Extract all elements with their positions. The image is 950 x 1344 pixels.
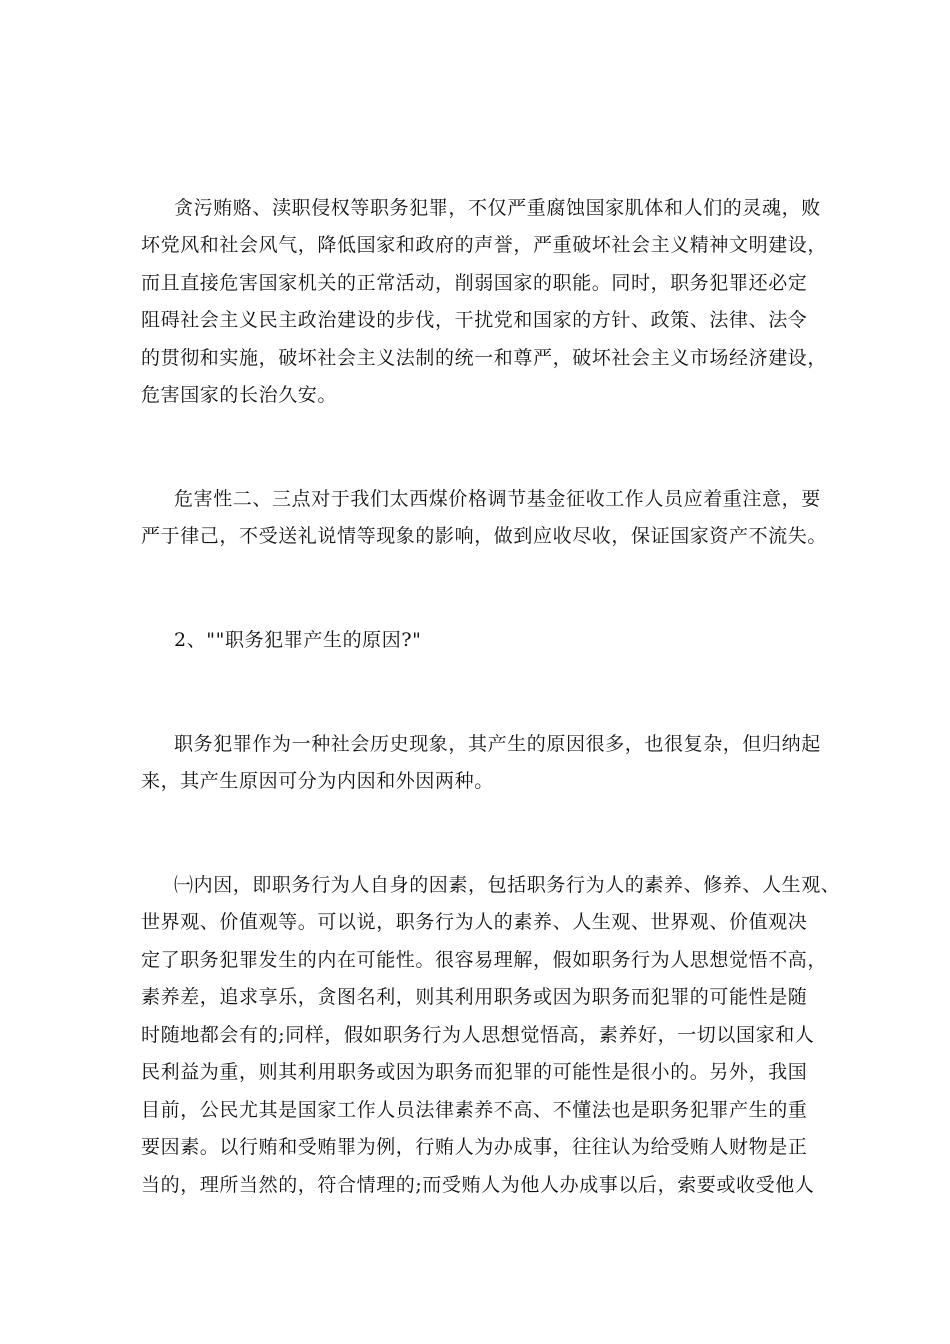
text-line: 职务犯罪作为一种社会历史现象，其产生的原因很多，也很复杂，但归纳起 <box>174 733 821 755</box>
text-line: 来，其产生原因可分为内因和外因两种。 <box>141 770 494 792</box>
text-line: 民利益为重，则其利用职务或因为职务而犯罪的可能性是很小的。另外，我国 <box>141 1061 808 1083</box>
text-line: 要因素。以行贿和受贿罪为例，行贿人为办成事，往往认为给受贿人财物是正 <box>141 1136 808 1158</box>
text-line: 坏党风和社会风气，降低国家和政府的声誉，严重破坏社会主义精神文明建设， <box>141 234 828 256</box>
text-line: 的贯彻和实施，破坏社会主义法制的统一和尊严，破坏社会主义市场经济建设， <box>141 347 828 369</box>
text-line: ㈠内因，即职务行为人自身的因素，包括职务行为人的素养、修养、人生观、 <box>174 874 841 896</box>
text-line: 目前，公民尤其是国家工作人员法律素养不高、不懂法也是职务犯罪产生的重 <box>141 1099 808 1121</box>
text-line: 严于律己，不受送礼说情等现象的影响，做到应收尽收，保证国家资产不流失。 <box>141 525 828 547</box>
text-line: 危害性二、三点对于我们太西煤价格调节基金征收工作人员应着重注意，要 <box>174 488 821 510</box>
text-line: 时随地都会有的;同样，假如职务行为人思想觉悟高，素养好，一切以国家和人 <box>141 1024 815 1046</box>
text-line: 危害国家的长治久安。 <box>141 384 338 406</box>
text-line: 素养差，追求享乐，贪图名利，则其利用职务或因为职务而犯罪的可能性是随 <box>141 986 808 1008</box>
text-line: 定了职务犯罪发生的内在可能性。很容易理解，假如职务行为人思想觉悟不高， <box>141 949 828 971</box>
text-line: 世界观、价值观等。可以说，职务行为人的素养、人生观、世界观、价值观决 <box>141 911 808 933</box>
text-line: 贪污贿赂、渎职侵权等职务犯罪，不仅严重腐蚀国家肌体和人们的灵魂，败 <box>174 197 821 219</box>
text-line: 而且直接危害国家机关的正常活动，削弱国家的职能。同时，职务犯罪还必定 <box>141 272 808 294</box>
text-line: 当的，理所当然的，符合情理的;而受贿人为他人办成事以后，索要或收受他人 <box>141 1174 815 1196</box>
heading-text: 2、""职务犯罪产生的原因?" <box>174 629 422 651</box>
text-line: 阻碍社会主义民主政治建设的步伐，干扰党和国家的方针、政策、法律、法令 <box>141 309 808 331</box>
